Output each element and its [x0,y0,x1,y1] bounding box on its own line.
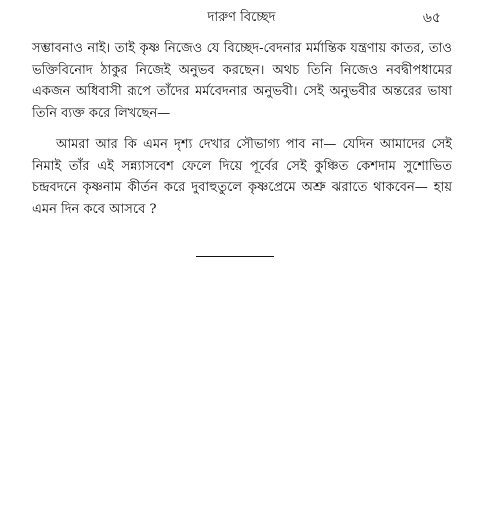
page-header [0,8,483,32]
running-title: দারুণ বিচ্ছেদ [207,10,276,25]
paragraph-2: আমরা আর কি এমন দৃশ্য দেখার সৌভাগ্য পাব না— যেদিন আমাদের সেই নিমাই তাঁর এই সন্ন্যাসবেশ ফেলে দিয়ে পূর্বের সেই কুঞ্চিত কেশদাম সুশোভিত চন্দ্রবদনে কৃষ্ণনাম কীর্তন করে দুবাহুতুলে কৃষ্ণপ্রেমে অশ্রু ঝরাতে থাকবেন— হায় এমন দিন কবে আসবে ? [32,137,452,217]
page-number: ৬৫ [422,10,441,26]
page-body [32,38,452,220]
paragraph-1: সম্ভাবনাও নাই। তাই কৃষ্ণ নিজেও যে বিচ্ছেদ-বেদনার মর্মান্তিক যন্ত্রণায় কাতর, তাও ভক্তিবিনোদ ঠাকুর নিজেই অনুভব করছেন। অথচ তিনি নিজেও নবদ্বীপধামের একজন অধিবাসী রূপে তাঁদের মর্মবেদনার অনুভবী। সেই অনুভবীর অন্তরের ভাষা তিনি ব্যক্ত করে লিখছেন— [32,41,452,121]
section-divider-rule [196,256,274,257]
